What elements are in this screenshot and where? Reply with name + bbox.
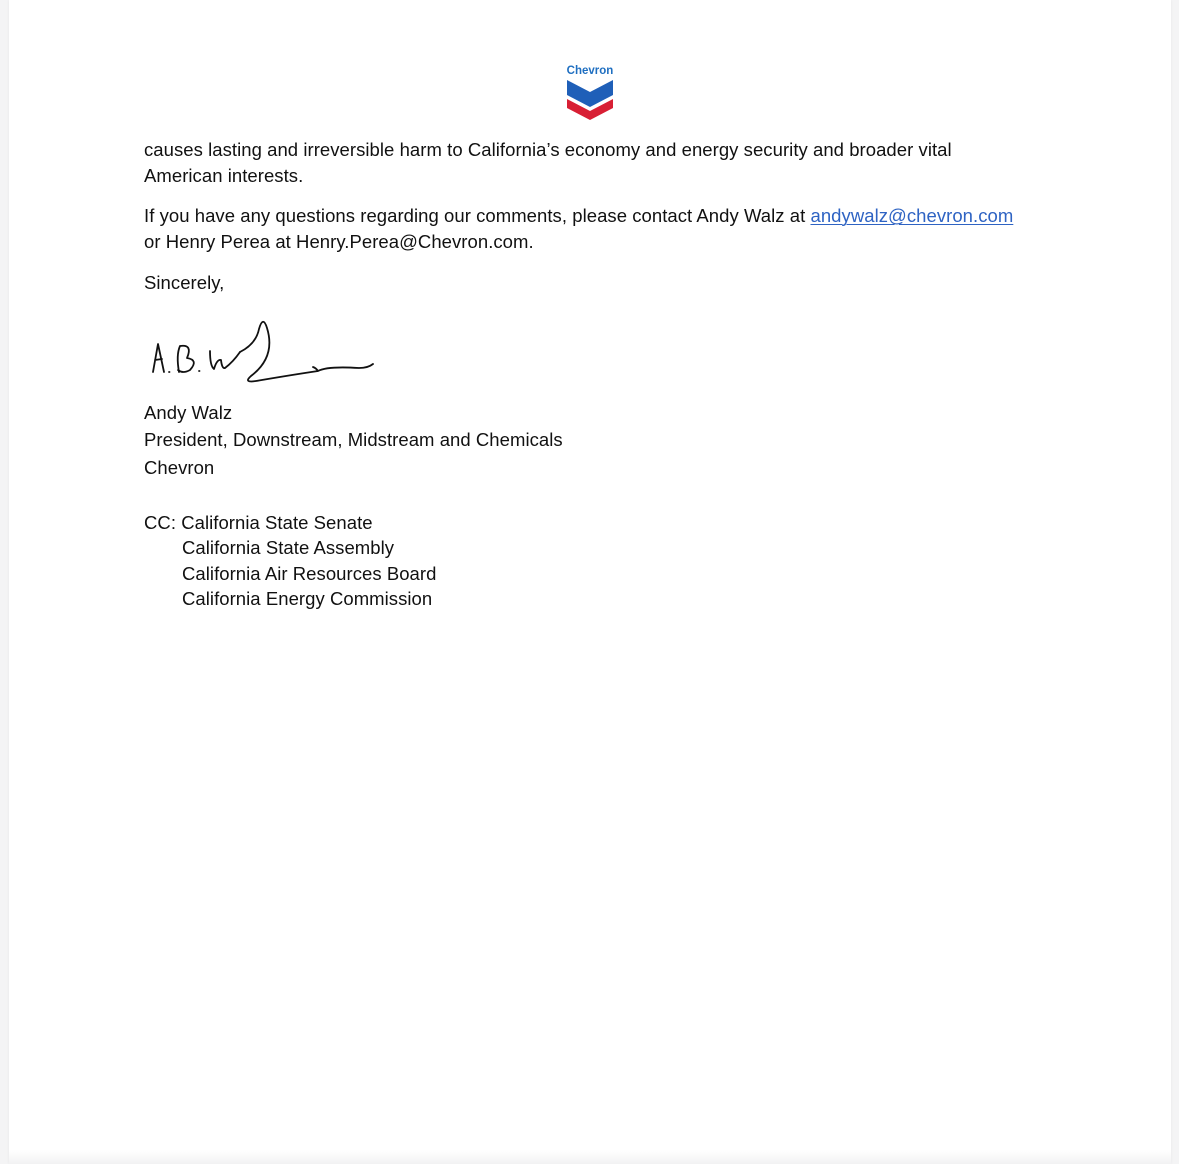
paragraph-1-line-2: American interests. — [144, 165, 304, 186]
signer-company: Chevron — [144, 457, 215, 478]
paragraph-1-line-1: causes lasting and irreversible harm to California’s economy and energy security and broader vital — [144, 139, 952, 160]
paragraph-2-line-2: or Henry Perea at Henry.Perea@Chevron.com. — [144, 231, 534, 252]
letter-page — [9, 0, 1171, 1164]
signer-title: President, Downstream, Midstream and Chemicals — [144, 429, 563, 450]
cc-recipient: California State Assembly — [182, 537, 395, 558]
logo-wordmark: Chevron — [566, 65, 614, 77]
email-link[interactable]: andywalz@chevron.com — [810, 205, 1014, 226]
signer-name: Andy Walz — [144, 402, 233, 423]
chevron-logo — [564, 64, 616, 122]
paragraph-2-prefix: If you have any questions regarding our comments, please contact Andy Walz at — [144, 205, 811, 226]
paragraph-2-line-1 — [144, 203, 1013, 229]
cc-label-line: CC: California State Senate — [144, 512, 373, 533]
page-bottom-edge — [9, 1150, 1171, 1164]
salutation: Sincerely, — [144, 272, 225, 293]
handwritten-signature — [143, 308, 379, 388]
cc-recipient: California Air Resources Board — [182, 563, 437, 584]
cc-recipient: California Energy Commission — [182, 588, 433, 609]
